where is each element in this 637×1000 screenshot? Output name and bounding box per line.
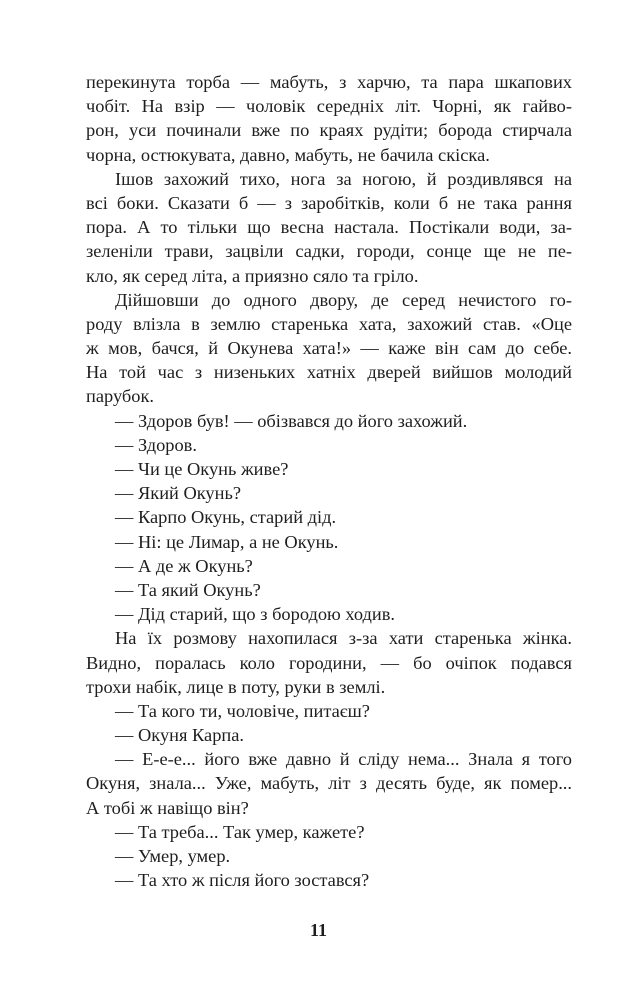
- text-line: — Здоров.: [115, 434, 197, 455]
- text-line: — Та який Окунь?: [115, 579, 261, 600]
- text-line: На той час з низеньких хатніх дверей вийшов молодий: [86, 362, 572, 383]
- text-line: А тобі ж навіщо він?: [86, 797, 249, 818]
- text-line: — Дід старий, що з бородою ходив.: [115, 604, 396, 625]
- text-line: — Та хто ж після його зостався?: [115, 870, 370, 891]
- text-line: кло, як серед літа, а приязно сяло та гріло.: [86, 265, 419, 286]
- text-line: — Карпо Окунь, старий дід.: [115, 507, 337, 528]
- text-line: ж мов, бачся, й Окунева хата!» — каже він сам до себе.: [86, 338, 572, 359]
- page-number: 11: [309, 920, 327, 940]
- text-line: всі боки. Сказати б — з заробітків, коли б не така рання: [86, 192, 572, 213]
- text-line: Дійшовши до одного двору, де серед нечистого го-: [115, 289, 572, 310]
- text-line: рон, уси починали вже по краях рудіти; борода стирчала: [86, 120, 572, 141]
- text-line: Окуня, знала... Уже, мабуть, літ з десять буде, як помер...: [86, 773, 572, 794]
- text-line: Ішов захожий тихо, нога за ногою, й роздивлявся на: [115, 168, 572, 189]
- text-line: пора. А то тільки що весна настала. Постікали води, за-: [86, 217, 572, 238]
- page-text: [86, 70, 572, 892]
- text-line: зеленіли трави, зацвіли садки, городи, сонце ще не пе-: [86, 241, 572, 262]
- text-line: — Е-е-е... його вже давно й сліду нема... Знала я того: [115, 749, 572, 770]
- text-line: — Та треба... Так умер, кажете?: [115, 821, 365, 842]
- text-line: — Умер, умер.: [115, 846, 231, 866]
- text-line: чобіт. На взір — чоловік середніх літ. Чорні, як гайво-: [86, 96, 572, 117]
- text-line: — Який Окунь?: [115, 483, 242, 504]
- text-line: роду влізла в землю старенька хата, захожий став. «Оце: [86, 313, 572, 334]
- text-line: — Та кого ти, чоловіче, питаєш?: [115, 700, 370, 721]
- text-line: Видно, поралась коло городини, — бо очіпок подався: [86, 652, 572, 673]
- text-line: перекинута торба — мабуть, з харчю, та пара шкапових: [86, 72, 572, 92]
- text-line: трохи набік, лице в поту, руки в землі.: [86, 676, 386, 697]
- text-line: — Окуня Карпа.: [115, 725, 245, 746]
- text-line: — А де ж Окунь?: [115, 555, 253, 576]
- text-line: — Здоров був! — обізвався до його захожий.: [115, 410, 468, 431]
- text-line: На їх розмову нахопилася з-за хати старенька жінка.: [115, 628, 572, 649]
- text-line: чорна, остюкувата, давно, мабуть, не бачила скіска.: [86, 144, 490, 165]
- text-line: — Чи це Окунь живе?: [115, 459, 289, 479]
- text-line: парубок.: [86, 386, 154, 407]
- text-line: — Ні: це Лимар, а не Окунь.: [115, 531, 339, 552]
